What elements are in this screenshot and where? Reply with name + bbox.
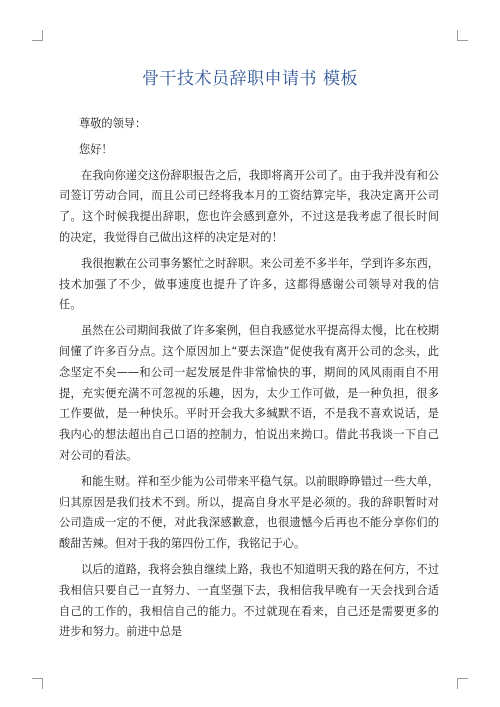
document-body xyxy=(59,114,439,648)
crop-mark-top-left xyxy=(32,30,43,41)
paragraph: 我很抱歉在公司事务繁忙之时辞职。来公司差不多半年，学到许多东西，技术加强了不少，做事速度也提升了许多，这都得感谢公司领导对我的信任。 xyxy=(59,256,440,312)
crop-mark-bottom-right xyxy=(457,678,468,689)
crop-mark-bottom-left xyxy=(32,678,43,689)
salutation: 尊敬的领导： xyxy=(79,117,147,130)
hello-line: 您好！ xyxy=(79,142,113,156)
paragraph: 虽然在公司期间我做了许多案例，但自我感觉水平提高得太慢，比在校期间懂了许多百分点。这个原因加上“要去深造”促使我有离开公司的念头，此念坚定不矣——和公司一起发展是件非常愉快的事，期间的风风雨雨自不用提，充实便充满不可忽视的乐趣，因为，太少工作可做，是一种负担，很多工作要做，是一种快乐。平时开会我大多缄默不语，不是我不喜欢说话，是我内心的想法超出自己口语的控制力，怕说出来拗口。借此书我谈一下自己对公司的看法。 xyxy=(59,324,440,462)
paragraph: 在我向你递交这份辞职报告之后，我即将离开公司了。由于我并没有和公司签订劳动合同，而且公司已经将我本月的工资结算完毕，我决定离开公司了。这个时候我提出辞职，您也许会感到意外，不过这是我考虑了很长时间的决定，我觉得自己做出这样的决定是对的！ xyxy=(59,168,440,244)
paragraph: 以后的道路，我将会独自继续上路，我也不知道明天我的路在何方，不过我相信只要自己一直努力、一直坚强下去，我相信我早晚有一天会找到合适自己的工作的，我相信自己的能力。不过就现在看来，自己还是需要更多的进步和努力。前进中总是 xyxy=(59,562,440,639)
crop-mark-top-right xyxy=(457,30,468,41)
document-title: 骨干技术员辞职申请书 模板 xyxy=(142,69,358,89)
paragraph: 和能生财。祥和至少能为公司带来平稳气氛。以前眼睁睁错过一些大单，归其原因是我们技术不到。所以，提高自身水平是必须的。我的辞职暂时对公司造成一定的不便，对此我深感歉意，也很遗憾今后再也不能分享你们的酸甜苦辣。但对于我的第四份工作，我铭记于心。 xyxy=(59,474,440,551)
